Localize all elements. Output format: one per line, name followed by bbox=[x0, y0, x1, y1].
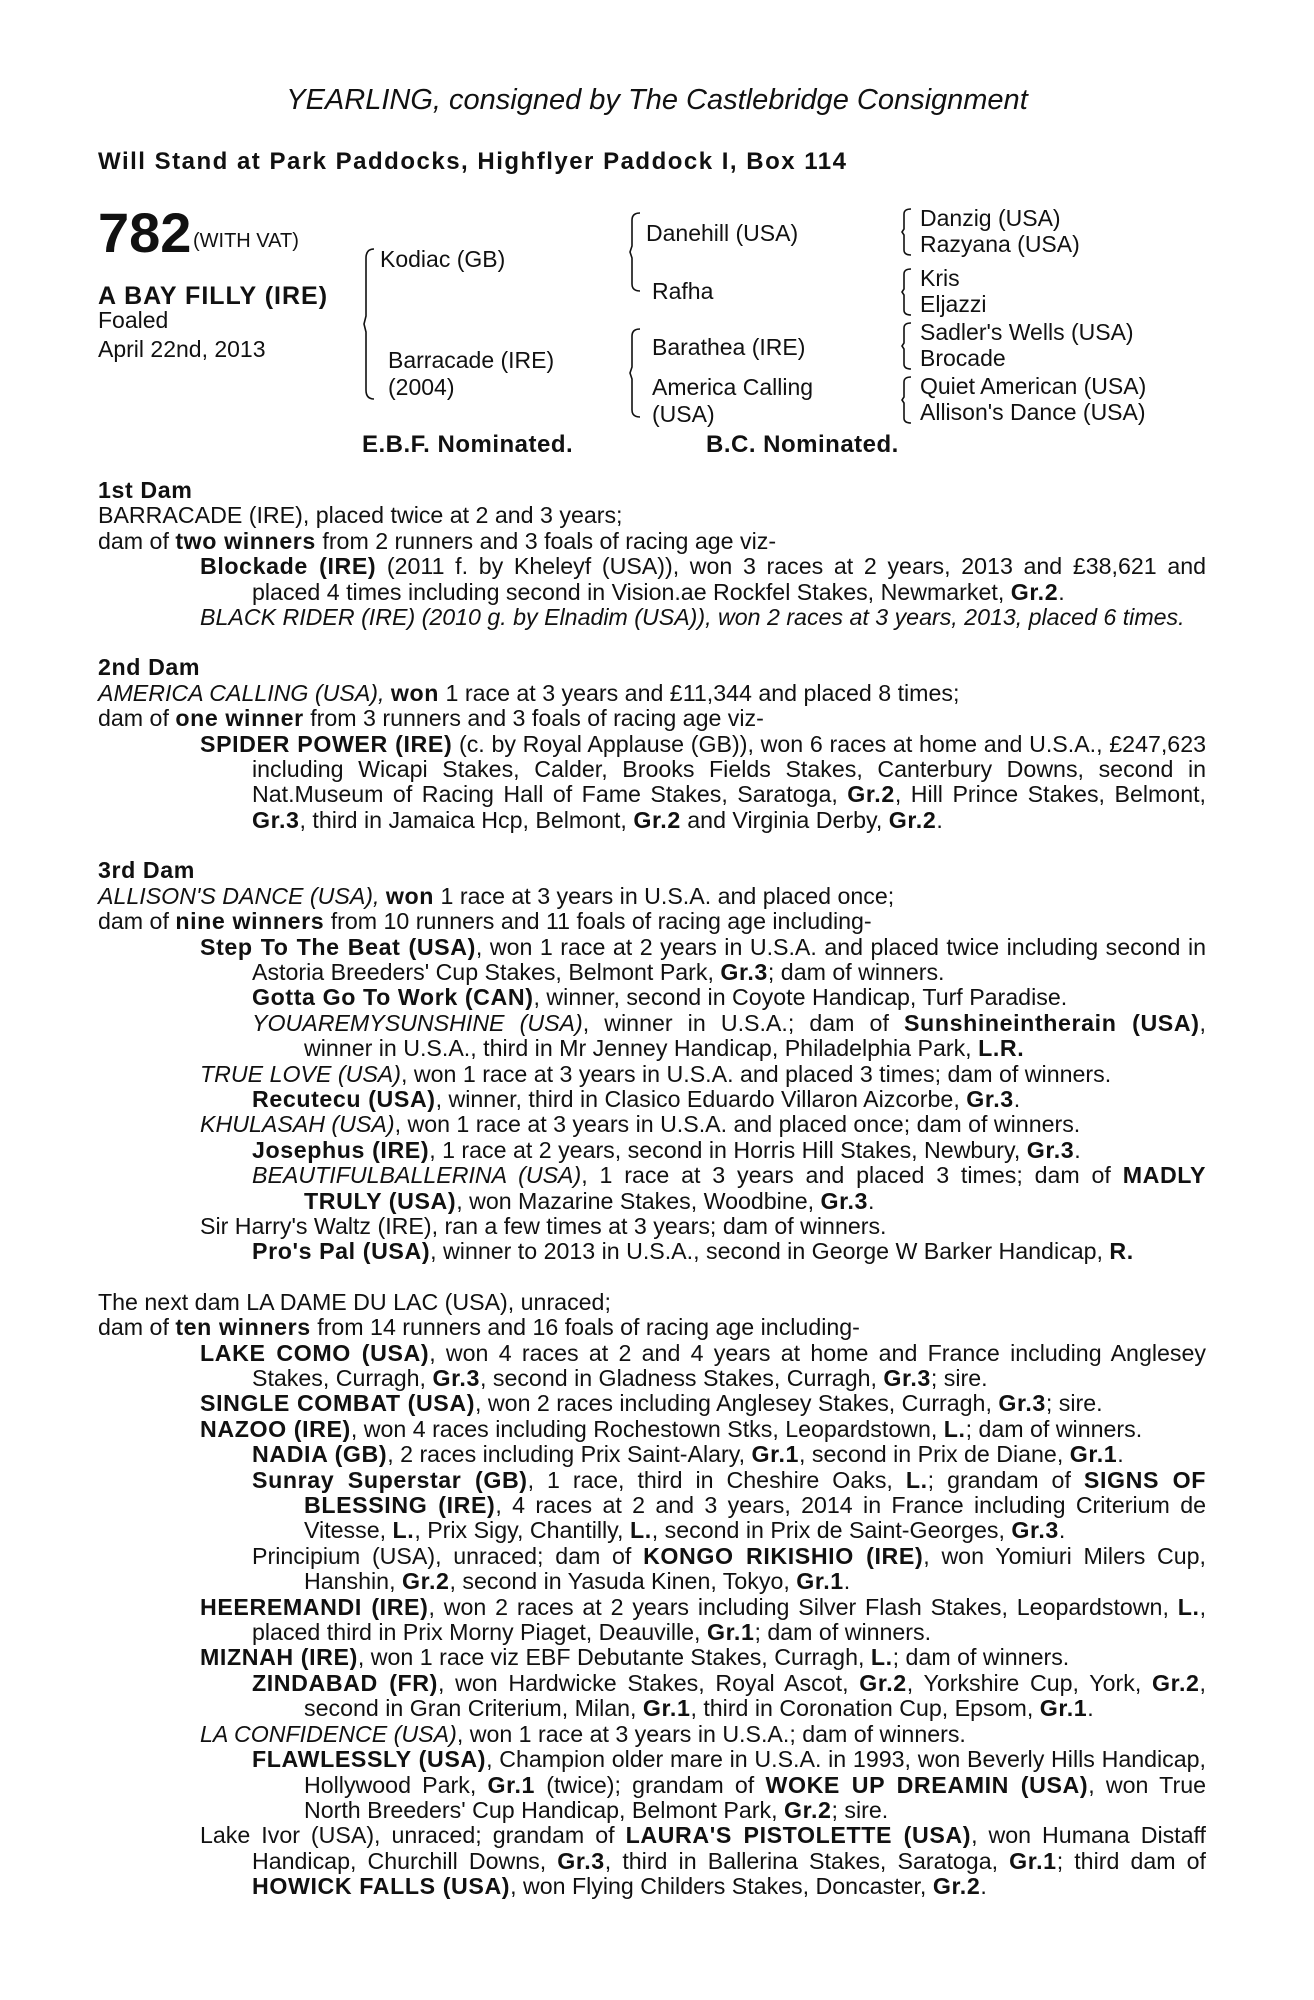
catalogue-body bbox=[98, 478, 1206, 1900]
ancestor-8: Allison's Dance (USA) bbox=[920, 399, 1146, 425]
progeny-entry: FLAWLESSLY (USA), Champion older mare in U.S.A. in 1993, won Beverly Hills Handicap, Hollywood Park, Gr.1 (twice); grandam of WOKE UP DREAMIN (USA), won True North Breeders' Cup Handicap, Belmont Park, Gr.2; sire. bbox=[252, 1746, 1207, 1823]
progeny-entry: Sunray Superstar (GB), 1 race, third in Cheshire Oaks, L.; grandam of SIGNS OF BLESSING (IRE), 4 races at 2 and 3 years, 2014 in France including Criterium de Vitesse, L., Prix Sigy, Chantilly, L., second in Prix de Saint-Georges, Gr.3. bbox=[252, 1466, 1207, 1544]
lot-number: 782 bbox=[98, 201, 192, 264]
foaled-info: Foaled April 22nd, 2013 bbox=[98, 307, 266, 362]
dam2-produce: dam of one winner from 3 runners and 3 foals of racing age viz- bbox=[98, 705, 764, 732]
ancestor-6: Brocade bbox=[920, 345, 1006, 371]
ebf-nominated: E.B.F. Nominated. bbox=[362, 431, 574, 458]
progeny-entry: Pro's Pal (USA), winner to 2013 in U.S.A., second in George W Barker Handicap, R. bbox=[252, 1238, 1134, 1265]
progeny-entry: NADIA (GB), 2 races including Prix Saint-Alary, Gr.1, second in Prix de Diane, Gr.1. bbox=[252, 1441, 1124, 1468]
next-dam-line: The next dam LA DAME DU LAC (USA), unraced; bbox=[98, 1288, 611, 1315]
dam-sire: Barathea (IRE) bbox=[652, 334, 806, 360]
progeny-entry: BEAUTIFULBALLERINA (USA), 1 race at 3 years and placed 3 times; dam of MADLY TRULY (USA), won Mazarine Stakes, Woodbine, Gr.3. bbox=[252, 1162, 1207, 1214]
progeny-entry: LAKE COMO (USA), won 4 races at 2 and 4 years at home and France including Anglesey Stakes, Curragh, Gr.3, second in Gladness Stakes, Curragh, Gr.3; sire. bbox=[200, 1339, 1206, 1391]
progeny-entry: SINGLE COMBAT (USA), won 2 races including Anglesey Stakes, Curragh, Gr.3; sire. bbox=[200, 1390, 1103, 1417]
dam-dam-country: (USA) bbox=[652, 401, 715, 427]
sire-dam-bracket bbox=[364, 248, 376, 400]
g-bracket-1 bbox=[902, 208, 912, 256]
ancestor-3: Kris bbox=[920, 265, 960, 291]
dam1-produce: dam of two winners from 2 runners and 3 foals of racing age viz- bbox=[98, 527, 777, 554]
progeny-entry: LA CONFIDENCE (USA), won 1 race at 3 years in U.S.A.; dam of winners. bbox=[200, 1720, 966, 1747]
dam: Barracade (IRE) bbox=[388, 347, 555, 373]
consignment-header: YEARLING, consigned by The Castlebridge Consignment bbox=[286, 84, 1028, 116]
g-bracket-3 bbox=[902, 322, 912, 370]
stand-location: Will Stand at Park Paddocks, Highflyer Paddock I, Box 114 bbox=[98, 148, 848, 175]
sire-dam: Rafha bbox=[652, 278, 714, 304]
ancestor-5: Sadler's Wells (USA) bbox=[920, 319, 1134, 345]
progeny-entry: NAZOO (IRE), won 4 races including Rochestown Stks, Leopardstown, L.; dam of winners. bbox=[200, 1415, 1143, 1442]
ancestor-4: Eljazzi bbox=[920, 291, 987, 317]
dam-bracket bbox=[630, 328, 642, 418]
ancestor-2: Razyana (USA) bbox=[920, 231, 1080, 257]
g-bracket-2 bbox=[902, 268, 912, 316]
progeny-entry: HEEREMANDI (IRE), won 2 races at 2 years including Silver Flash Stakes, Leopardstown, L., placed third in Prix Morny Piaget, Deauville, Gr.1; dam of winners. bbox=[200, 1593, 1207, 1646]
sire-sire: Danehill (USA) bbox=[646, 220, 799, 246]
progeny-entry: Gotta Go To Work (CAN), winner, second in Coyote Handicap, Turf Paradise. bbox=[252, 984, 1068, 1011]
sire: Kodiac (GB) bbox=[380, 246, 506, 272]
ancestor-7: Quiet American (USA) bbox=[920, 373, 1147, 399]
section-1st-dam: 1st Dam bbox=[98, 477, 193, 503]
progeny-entry: Step To The Beat (USA), won 1 race at 2 years in U.S.A. and placed twice including second in Astoria Breeders' Cup Stakes, Belmont Park, Gr.3; dam of winners. bbox=[200, 933, 1206, 985]
next-dam-produce: dam of ten winners from 14 runners and 16 foals of racing age including- bbox=[98, 1314, 860, 1341]
sire-bracket bbox=[630, 212, 642, 292]
dam-dam: America Calling bbox=[652, 374, 814, 400]
dam3-produce: dam of nine winners from 10 runners and 11 foals of racing age including- bbox=[98, 908, 872, 935]
progeny-entry: Lake Ivor (USA), unraced; grandam of LAURA'S PISTOLETTE (USA), won Humana Distaff Handicap, Churchill Downs, Gr.3, third in Ballerina Stakes, Saratoga, Gr.1; third dam of HOWICK FALLS (USA), won Flying Childers Stakes, Doncaster, Gr.2. bbox=[200, 1822, 1207, 1900]
vat-note: (WITH VAT) bbox=[193, 230, 299, 252]
progeny-entry: MIZNAH (IRE), won 1 race viz EBF Debutante Stakes, Curragh, L.; dam of winners. bbox=[200, 1644, 1070, 1671]
g-bracket-4 bbox=[902, 376, 912, 424]
progeny-entry: Recutecu (USA), winner, third in Clasico Eduardo Villaron Aizcorbe, Gr.3. bbox=[252, 1085, 1021, 1112]
progeny-entry: ZINDABAD (FR), won Hardwicke Stakes, Royal Ascot, Gr.2, Yorkshire Cup, York, Gr.2, second in Gran Criterium, Milan, Gr.1, third in Coronation Cup, Epsom, Gr.1. bbox=[252, 1669, 1206, 1722]
progeny-entry: Sir Harry's Waltz (IRE), ran a few times at 3 years; dam of winners. bbox=[200, 1212, 887, 1239]
progeny-entry: BLACK RIDER (IRE) (2010 g. by Elnadim (USA)), won 2 races at 3 years, 2013, placed 6 times. bbox=[200, 604, 1185, 631]
section-2nd-dam: 2nd Dam bbox=[98, 654, 201, 681]
progeny-entry: KHULASAH (USA), won 1 race at 3 years in U.S.A. and placed once; dam of winners. bbox=[200, 1111, 1081, 1138]
progeny-entry: TRUE LOVE (USA), won 1 race at 3 years in U.S.A. and placed 3 times; dam of winners. bbox=[200, 1060, 1112, 1087]
progeny-entry: Josephus (IRE), 1 race at 2 years, second in Horris Hill Stakes, Newbury, Gr.3. bbox=[252, 1136, 1081, 1163]
progeny-entry: Principium (USA), unraced; dam of KONGO RIKISHIO (IRE), won Yomiuri Milers Cup, Hanshin, Gr.2, second in Yasuda Kinen, Tokyo, Gr.1. bbox=[252, 1542, 1206, 1595]
bc-nominated: B.C. Nominated. bbox=[706, 431, 899, 458]
dam2-line: AMERICA CALLING (USA), won 1 race at 3 years and £11,344 and placed 8 times; bbox=[98, 679, 960, 706]
progeny-entry: YOUAREMYSUNSHINE (USA), winner in U.S.A.; dam of Sunshineintherain (USA), winner in U.S.A., third in Mr Jenney Handicap, Philadelphia Park, L.R. bbox=[252, 1009, 1206, 1062]
dam3-line: ALLISON'S DANCE (USA), won 1 race at 3 years in U.S.A. and placed once; bbox=[98, 882, 895, 909]
dam1-line: BARRACADE (IRE), placed twice at 2 and 3 years; bbox=[98, 502, 623, 529]
ancestor-1: Danzig (USA) bbox=[920, 205, 1061, 231]
section-3rd-dam: 3rd Dam bbox=[98, 857, 195, 884]
horse-name: A BAY FILLY (IRE) bbox=[98, 282, 329, 310]
progeny-entry: Blockade (IRE) (2011 f. by Kheleyf (USA)), won 3 races at 2 years, 2013 and £38,621 and placed 4 times including second in Vision.ae Rockfel Stakes, Newmarket, Gr.2. bbox=[200, 553, 1207, 605]
progeny-entry: SPIDER POWER (IRE) (c. by Royal Applause (GB)), won 6 races at home and U.S.A., £247,623 including Wicapi Stakes, Calder, Brooks Fields Stakes, Canterbury Downs, second in Nat.Museum of Racing Hall of Fame Stakes, Saratoga, Gr.2, Hill Prince Stakes, Belmont, Gr.3, third in Jamaica Hcp, Belmont, Gr.2 and Virginia Derby, Gr.2. bbox=[200, 730, 1206, 833]
dam-year: (2004) bbox=[388, 374, 455, 400]
